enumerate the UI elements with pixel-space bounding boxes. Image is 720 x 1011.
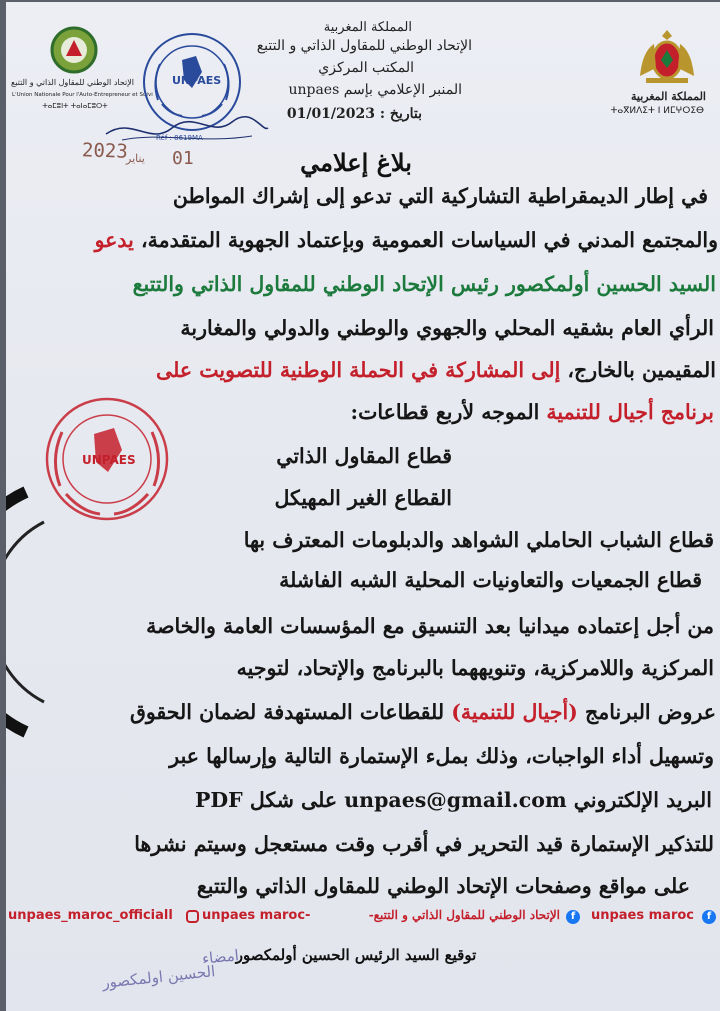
union-logo-fr: L'Union Nationale Pour l'Auto-Entrepreneur et Suivi <box>12 92 153 98</box>
union-logo-ar: الإتحاد الوطني للمقاول الذاتي و التتبع <box>10 78 134 87</box>
signature-stamp-2: الحسين اولمكصور <box>101 962 217 992</box>
signature-stamp-1: امضاء <box>201 946 240 968</box>
body-line-11: البريد الإلكتروني unpaes@gmail.com على شكل PDF <box>194 788 712 812</box>
body-line-8: المركزية واللامركزية، وتنويههما بالبرنامج والإتحاد، لتوجيه <box>236 656 714 680</box>
header-union: الإتحاد الوطني للمقاول الذاتي و التتبع <box>256 38 472 54</box>
red-seal-icon <box>30 394 184 524</box>
facebook-handle[interactable]: unpaes maroc <box>590 908 694 923</box>
body-line-2 <box>95 228 718 252</box>
body-line-12: للتذكير الإستمارة قيد التحرير في أقرب وقت مستعجل وسيتم نشرها <box>134 832 714 856</box>
body-line-3: السيد الحسين أولمكصور رئيس الإتحاد الوطني للمقاول الذاتي والتتبع <box>132 272 716 296</box>
header-office: المكتب المركزي <box>318 60 414 76</box>
body-line-9 <box>130 700 716 724</box>
instagram-handle-short[interactable]: unpaes maroc- <box>202 908 311 923</box>
body-line-5 <box>156 358 716 382</box>
stamp-ref: Réf : 8619MA <box>156 134 203 142</box>
coat-of-arms-tif: ⵜⴰⴳⵍⴷⵉⵜ ⵏ ⵍⵎⵖⵔⵉⴱ <box>610 106 704 116</box>
body-line-13: على مواقع وصفحات الإتحاد الوطني للمقاول الذاتي والتتبع <box>196 874 690 898</box>
signature-line: توقيع السيد الرئيس الحسين أولمكصور <box>235 946 477 964</box>
coat-of-arms <box>634 26 700 86</box>
social-footer <box>6 908 718 934</box>
body-line-7: من أجل إعتماده ميدانيا بعد التنسيق مع المؤسسات العامة والخاصة <box>146 614 714 638</box>
stamp-label: UNPAES <box>172 74 222 87</box>
body-line-2-verb: يدعو <box>94 228 134 252</box>
instagram-icon[interactable] <box>186 910 199 923</box>
page-title: بلاغ إعلامي <box>300 148 412 177</box>
coat-of-arms-ar: المملكة المغربية <box>631 90 706 103</box>
body-line-10: وتسهيل أداء الواجبات، وذلك بملء الإستمارة التالية وإرسالها عبر <box>169 744 714 768</box>
body-line-5-call: إلى المشاركة في الحملة الوطنية للتصويت على <box>156 358 561 382</box>
body-line-1: في إطار الديمقراطية التشاركية التي تدعو إلى إشراك المواطن <box>172 184 708 208</box>
document-page <box>6 2 720 1011</box>
facebook-icon-2[interactable]: f <box>566 910 580 924</box>
union-logo <box>46 26 102 74</box>
date-stamp-day: 01 <box>172 148 194 169</box>
union-emblem-icon <box>46 26 102 74</box>
body-line-9-end: للقطاعات المستهدفة لضمان الحقوق <box>129 700 452 724</box>
facebook-page-ar[interactable]: الإتحاد الوطني للمقاول الذاتي و التتبع- <box>368 908 560 922</box>
program-name-2: (أجيال للتنمية) <box>451 700 578 724</box>
facebook-icon[interactable]: f <box>702 910 716 924</box>
body-line-4: الرأي العام بشقيه المحلي والجهوي والوطني والدولي والمغاربة <box>180 316 714 340</box>
sector-3: قطاع الشباب الحاملي الشواهد والدبلومات المعترف بها <box>243 528 714 552</box>
body-line-6-text: الموجه لأربع قطاعات: <box>350 400 547 424</box>
body-line-2-text: والمجتمع المدني في السياسات العمومية وبإعتماد الجهوية المتقدمة، <box>133 228 718 252</box>
union-logo-tifinagh: ⵜⴰⵎⵓⵏⵜ ⵜⴰⵏⴰⵎⵓⵔⵜ <box>42 102 108 110</box>
instagram-handle[interactable]: unpaes_maroc_officiall <box>8 908 173 923</box>
moroccan-coat-of-arms-icon <box>634 26 700 86</box>
svg-text:UNPAES: UNPAES <box>82 453 136 467</box>
header-date: بتاريخ : 01/01/2023 <box>286 106 422 122</box>
body-line-9-start: عروض البرنامج <box>577 700 716 724</box>
body-line-5-text: المقيمين بالخارج، <box>560 358 716 382</box>
unpaes-red-stamp <box>30 394 184 524</box>
header-kingdom: المملكة المغربية <box>323 20 412 35</box>
sector-1: قطاع المقاول الذاتي <box>276 444 452 468</box>
date-stamp-month: يناير <box>126 152 145 165</box>
sector-2: القطاع الغير المهيكل <box>274 486 452 510</box>
date-stamp-year: 2023 <box>81 139 129 163</box>
body-line-6 <box>351 400 714 424</box>
program-name: برنامج أجيال للتنمية <box>546 400 714 424</box>
sector-4: قطاع الجمعيات والتعاونيات المحلية الشبه الفاشلة <box>279 568 702 592</box>
header-media: المنبر الإعلامي بإسم unpaes <box>288 82 462 98</box>
